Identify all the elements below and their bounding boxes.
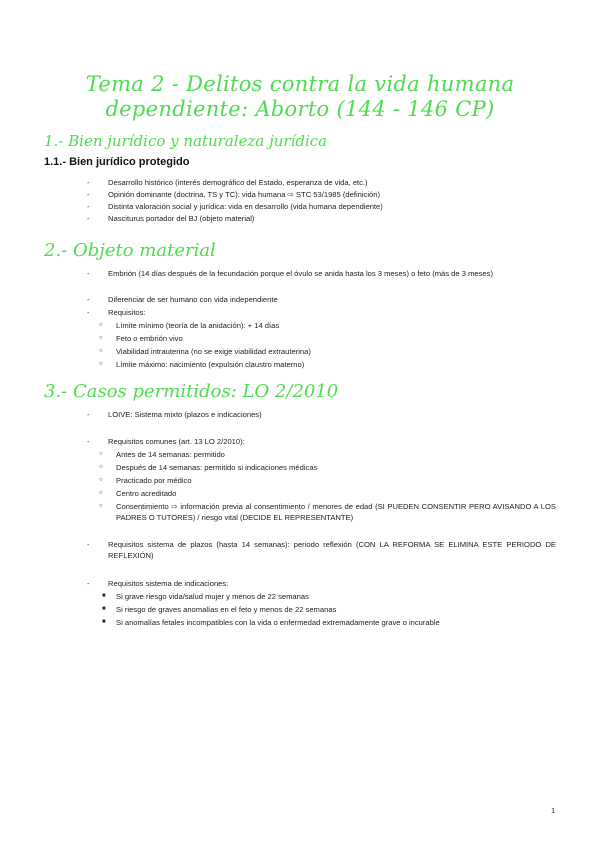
circle-bullet: ○ — [99, 361, 103, 367]
list-item: Requisitos sistema de indicaciones: — [108, 579, 229, 588]
sub-list-item: Límite máximo: nacimiento (expulsión claustro materno) — [116, 360, 305, 369]
sub-list-item: Viabilidad intrauterina (no se exige viabilidad extrauterina) — [116, 347, 311, 356]
sub-list-item: Practicado por médico — [116, 476, 192, 485]
list-item: Opinión dominante (doctrina, TS y TC): vida humana ⇨ STC 53/1985 (definición) — [108, 190, 380, 199]
dash-bullet: - — [87, 190, 90, 199]
dash-bullet: - — [87, 540, 90, 549]
section-2-heading: 2.- Objeto material — [44, 240, 216, 261]
section-1-heading: 1.- Bien jurídico y naturaleza jurídica — [44, 132, 328, 150]
dash-bullet: - — [87, 437, 90, 446]
square-bullet: ■ — [102, 606, 106, 612]
sub-list-item: Feto o embrión vivo — [116, 334, 183, 343]
circle-bullet: ○ — [99, 348, 103, 354]
list-item: Distinta valoración social y jurídica: vida en desarrollo (vida humana dependiente) — [108, 202, 383, 211]
dash-bullet: - — [87, 579, 90, 588]
circle-bullet: ○ — [99, 503, 103, 509]
section-1-1-subheading: 1.1.- Bien jurídico protegido — [44, 156, 190, 168]
sub-list-item: Después de 14 semanas: permitido si indicaciones médicas — [116, 463, 318, 472]
circle-bullet: ○ — [99, 335, 103, 341]
dash-bullet: - — [87, 178, 90, 187]
page-number: 1 — [551, 806, 556, 815]
document-title — [60, 72, 540, 122]
circle-bullet: ○ — [99, 477, 103, 483]
sub-list-item: Si grave riesgo vida/salud mujer y menos de 22 semanas — [116, 592, 309, 601]
sub-list-item: Centro acreditado — [116, 489, 177, 498]
sub-list-item: Límite mínimo (teoría de la anidación): + 14 días — [116, 321, 280, 330]
title-line-2: dependiente: Aborto (144 - 146 CP) — [105, 97, 495, 121]
dash-bullet: - — [87, 410, 90, 419]
square-bullet: ■ — [102, 593, 106, 599]
dash-bullet: - — [87, 202, 90, 211]
dash-bullet: - — [87, 295, 90, 304]
circle-bullet: ○ — [99, 322, 103, 328]
list-item: Nasciturus portador del BJ (objeto material) — [108, 214, 255, 223]
list-item: LOIVE: Sistema mixto (plazos e indicaciones) — [108, 410, 262, 419]
section-3-heading: 3.- Casos permitidos: LO 2/2010 — [44, 381, 339, 402]
list-item: Desarrollo histórico (interés demográfico del Estado, esperanza de vida, etc.) — [108, 178, 368, 187]
list-item: Diferenciar de ser humano con vida independiente — [108, 295, 278, 304]
dash-bullet: - — [87, 308, 90, 317]
dash-bullet: - — [87, 214, 90, 223]
circle-bullet: ○ — [99, 464, 103, 470]
sub-list-item: Si riesgo de graves anomalías en el feto y menos de 22 semanas — [116, 605, 337, 614]
dash-bullet: - — [87, 269, 90, 278]
list-item: Requisitos sistema de plazos (hasta 14 semanas): periodo reflexión (CON LA REFORMA SE ELIMINA ESTE PERIODO DE REFLEXIÓN) — [108, 540, 556, 560]
title-line-1: Tema 2 - Delitos contra la vida humana — [85, 72, 515, 96]
sub-list-item: Consentimiento ⇨ información previa al consentimiento / menores de edad (SI PUEDEN CONSENTIR PERO AVISANDO A LOS PADRES O TUTORES) / riesgo vital (DECIDE EL REPRESENTANTE) — [116, 502, 556, 522]
list-item: Requisitos comunes (art. 13 LO 2/2010): — [108, 437, 245, 446]
list-item: Requisitos: — [108, 308, 146, 317]
sub-list-item: Antes de 14 semanas: permitido — [116, 450, 225, 459]
circle-bullet: ○ — [99, 451, 103, 457]
square-bullet: ■ — [102, 619, 106, 625]
circle-bullet: ○ — [99, 490, 103, 496]
list-item: Embrión (14 días después de la fecundación porque el óvulo se anida hasta los 3 meses) o feto (más de 3 meses) — [108, 269, 493, 278]
sub-list-item: Si anomalías fetales incompatibles con la vida o enfermedad extremadamente grave o incurable — [116, 618, 440, 627]
